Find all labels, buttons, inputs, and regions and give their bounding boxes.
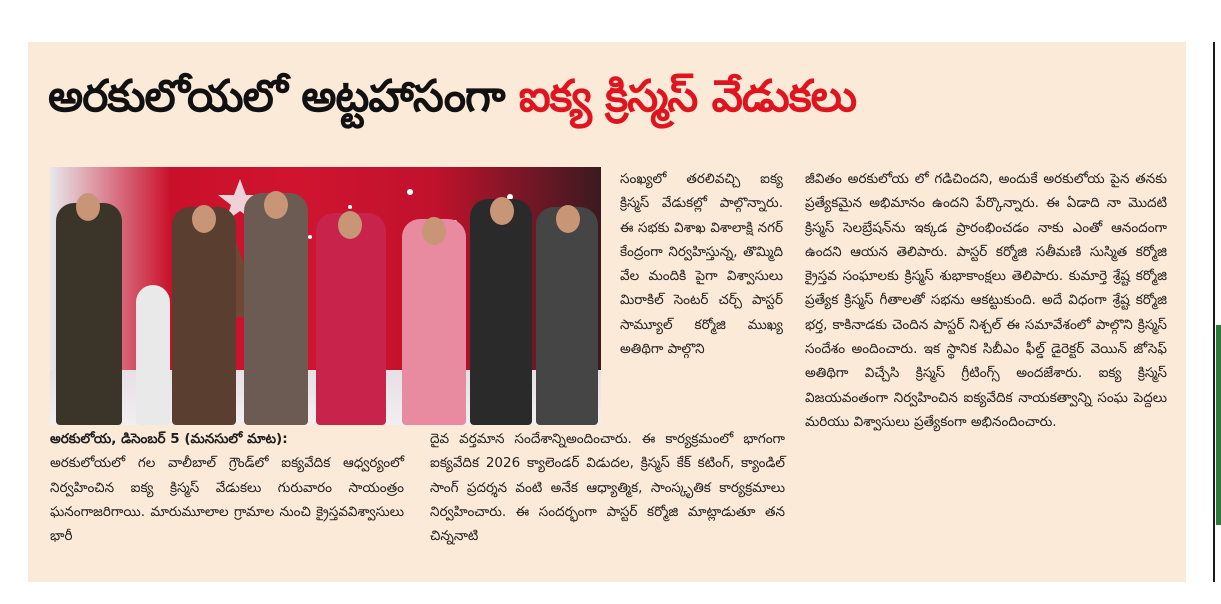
column-2-top — [620, 167, 783, 361]
person-2 — [136, 285, 170, 425]
person-3 — [172, 207, 236, 425]
column-3-text: జీవితం అరకులోయ లో గడిచిందని, అందుకే అరకులోయ పైన తనకు ప్రత్యేకమైన అభిమానం ఉందని పేర్కొన్నారు. ఈ ఏడాది నా మొదటి క్రిస్మస్ సెలబ్రేషన్‌ను ఇక్కడ ప్రారంభించడం నాకు ఎంతో ఆనందంగా ఉందని ఆయన తెలిపారు. పాస్టర్ కర్మోజి సతీమణి సుస్మిత కర్మోజి క్రైస్తవ సంఘాలకు క్రిస్మస్ శుభాకాంక్షలు తెలిపారు. కుమార్తె శ్రేష్ట కర్మోజి ప్రత్యేక క్రిస్మస్ గీతాలతో సభను ఆకట్టుకుంది. అదే విధంగా శ్రేష్ట కర్మోజి భర్త, కాకినాడకు చెందిన పాస్టర్ నిశ్చల్ ఈ సమావేశంలో పాల్గొని క్రిస్మస్ సందేశం అందించారు. ఇక స్థానిక సిబీఎం ఫీల్డ్ డైరెక్టర్ వెయిన్ జోసెఫ్ అతిథిగా విచ్చేసి క్రిస్మస్ గ్రీటింగ్స్ అందజేశారు. ఐక్య క్రిస్మస్ విజయవంతంగా నిర్వహించిన ఐక్యవేదిక నాయకత్వాన్ని సంఘ పెద్దలు మరియు విశ్వాసులు ప్రత్యేకంగా అభినందించారు. — [805, 171, 1167, 430]
person-4 — [244, 193, 308, 425]
person-7 — [470, 199, 532, 425]
column-2-bottom — [430, 427, 785, 548]
person-5 — [316, 213, 386, 425]
column-1 — [50, 427, 404, 548]
person-8 — [536, 207, 598, 425]
person-1 — [56, 203, 122, 425]
person-5-head — [338, 211, 362, 239]
headline-black-part: అరకులోయలో అట్టహాసంగా — [48, 71, 505, 122]
column-1-text — [50, 427, 404, 548]
column-1-body: అరకులోయలో గల వాలీబాల్ గ్రౌండ్‌లో ఐక్యవేదిక ఆధ్వర్యంలో నిర్వహించిన ఐక్య క్రిస్మస్ వేడుకలు గురువారం సాయంత్రం ఘనంగాజరిగాయి. మారుమూలాల గ్రామాల నుంచి క్రైస్తవవిశ్వాసులు భారీ — [50, 455, 404, 545]
column-2-top-text: సంఖ్యలో తరలివచ్చి ఐక్య క్రిస్మస్ వేడుకల్లో పాల్గొన్నారు. ఈ సభకు విశాఖ విశాలాక్షి నగర్ కేంద్రంగా నిర్వహిస్తున్న, తొమ్మిది వేల మందికి పైగా విశ్వాసులు మిరాకిల్ సెంటర్ చర్చ్ పాస్టర్ సామ్యూల్ కర్మోజి ముఖ్య అతిథిగా పాల్గొని — [620, 171, 783, 358]
person-4-head — [264, 191, 288, 219]
person-8-head — [556, 205, 580, 233]
dateline: అరకులోయ, డిసెంబర్ 5 (మనసులో మాట): — [50, 431, 288, 447]
adjacent-article-edge — [1216, 325, 1221, 525]
person-6 — [402, 219, 466, 425]
column-3 — [805, 167, 1167, 434]
person-3-head — [192, 205, 216, 233]
person-7-head — [490, 197, 514, 225]
headline-red-part: ఐక్య క్రిస్మస్ వేడుకలు — [518, 71, 857, 122]
article-headline — [48, 62, 856, 132]
event-photo — [50, 167, 601, 425]
column-divider — [1213, 42, 1215, 582]
column-2-bottom-text: దైవ వర్తమాన సందేశాన్నిఅందించారు. ఈ కార్యక్రమంలో భాగంగా ఐక్యవేదిక 2026 క్యాలెండర్ విడుదల, క్రిస్మస్ కేక్ కటింగ్, క్యాండిల్ సాంగ్ ప్రదర్శన వంటి అనేక ఆధ్యాత్మిక, సాంస్కృతిక కార్యక్రమాలు నిర్వహించారు. ఈ సందర్భంగా పాస్టర్ కర్మోజి మాట్లాడుతూ తన చిన్ననాటి — [430, 431, 785, 545]
person-6-head — [422, 217, 446, 245]
person-1-head — [76, 193, 100, 221]
